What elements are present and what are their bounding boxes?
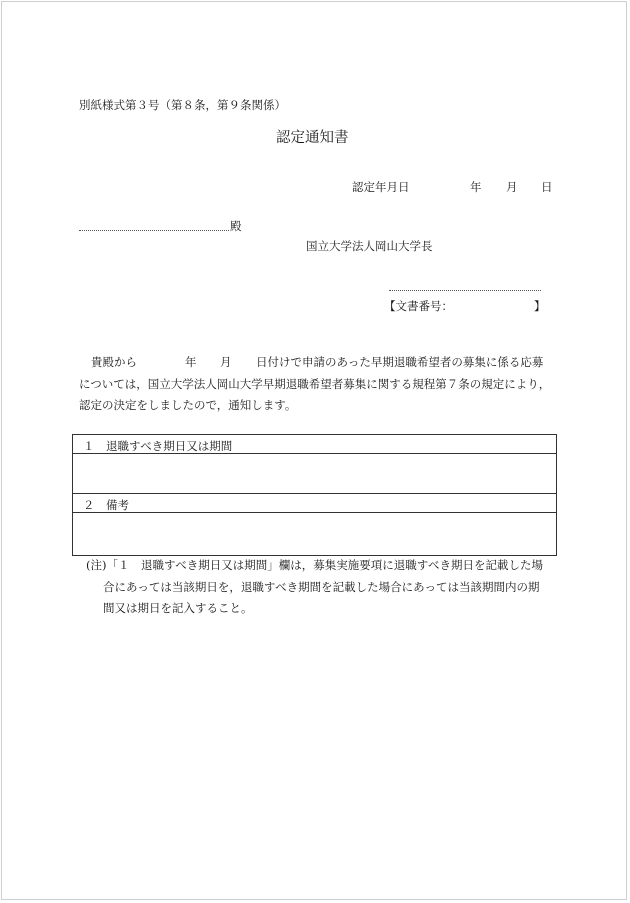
document-title: 認定通知書: [276, 130, 349, 146]
issuer-name: 国立大学法人岡山大学長: [306, 239, 433, 253]
footnote-line-1: (注)「１ 退職すべき期日又は期間」欄は，募集実施要項に退職すべき期日を記載した場: [86, 558, 544, 572]
body-line-2: については，国立大学法人岡山大学早期退職希望者募集に関する規程第７条の規定により，: [79, 376, 551, 391]
body-line-1: [79, 352, 555, 374]
addressee-suffix: 殿: [230, 219, 242, 233]
date-year: 年: [470, 180, 482, 194]
retirement-date-label: １ 退職すべき期日又は期間: [83, 439, 233, 453]
remarks-field[interactable]: [73, 513, 556, 555]
remarks-header: [73, 494, 556, 513]
details-table: [72, 434, 557, 556]
addressee-name-blank: [79, 230, 229, 231]
date-label: 認定年月日: [352, 180, 410, 194]
footnote: [86, 555, 556, 620]
body-line-1-start: 貴殿から: [91, 355, 137, 369]
footnote-line-2: 合にあっては当該期日を，退職すべき期間を記載した場合にあっては当該期間内の期: [103, 579, 540, 594]
retirement-date-header: [73, 435, 556, 454]
retirement-date-field[interactable]: [73, 454, 556, 494]
doc-number-close: 】: [534, 299, 546, 313]
date-day: 日: [541, 180, 553, 194]
date-month: 月: [506, 180, 518, 194]
remarks-label: ２ 備考: [83, 498, 129, 512]
doc-number-open: 【文書番号：: [384, 299, 453, 313]
notice-body: [79, 352, 555, 417]
body-line-1-year: 年: [185, 355, 197, 369]
signature-blank: [389, 290, 541, 291]
footnote-line-3: 間又は期日を記入すること。: [103, 601, 253, 615]
form-label: 別紙様式第３号（第８条，第９条関係）: [79, 98, 286, 112]
body-line-3: 認定の決定をしましたので，通知します。: [79, 398, 297, 412]
body-line-1-rest: 日付けで申請のあった早期退職希望者の募集に係る応募: [256, 355, 544, 369]
body-line-1-month: 月: [220, 355, 232, 369]
